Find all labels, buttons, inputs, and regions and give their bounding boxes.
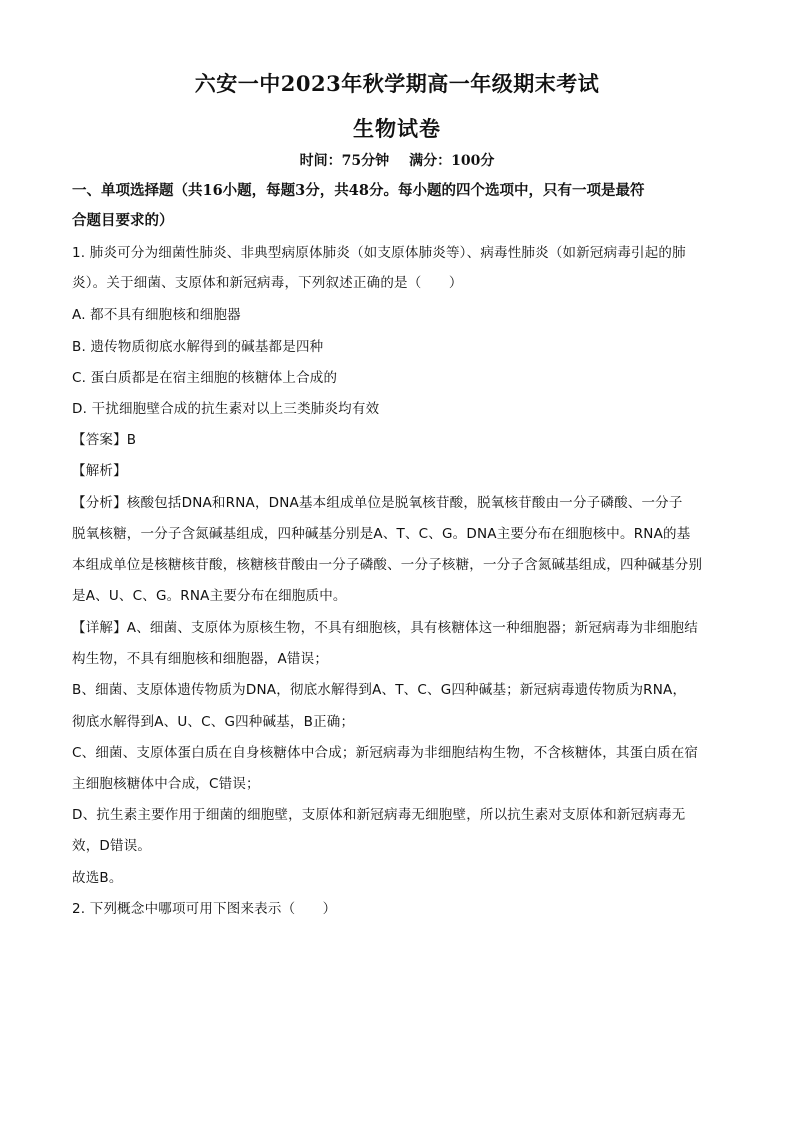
q1-detail-line6: 主细胞核糖体中合成，C错误； <box>72 776 260 792</box>
exam-subtitle: 生物试卷 <box>353 116 441 141</box>
q1-analysis-line2: 脱氧核糖，一分子含氮碱基组成，四种碱基分别是A、T、C、G。DNA主要分布在细胞核中。RNA的基 <box>72 526 691 542</box>
q1-stem-line1: 1. 肺炎可分为细菌性肺炎、非典型病原体肺炎（如支原体肺炎等）、病毒性肺炎（如新冠病毒引起的肺 <box>72 245 686 261</box>
q1-stem-line2: 炎）。关于细菌、支原体和新冠病毒，下列叙述正确的是（ ） <box>72 275 463 291</box>
q1-analysis-line1: 【分析】核酸包括DNA和RNA，DNA基本组成单位是脱氧核苷酸，脱氧核苷酸由一分子磷酸、一分子 <box>72 495 683 511</box>
q1-conclusion: 故选B。 <box>72 870 123 886</box>
q1-option-d: D. 干扰细胞壁合成的抗生素对以上三类肺炎均有效 <box>72 401 380 417</box>
section-heading-line2: 合题目要求的） <box>72 212 174 229</box>
q1-detail-line4: 彻底水解得到A、U、C、G四种碱基，B正确； <box>72 714 355 730</box>
q1-analysis-line4: 是A、U、C、G。RNA主要分布在细胞质中。 <box>72 588 347 604</box>
q1-analysis-tag: 【解析】 <box>72 463 127 479</box>
exam-meta <box>0 150 794 170</box>
exam-title: 六安一中2023年秋学期高一年级期末考试 <box>194 71 600 96</box>
q1-detail-line7: D、抗生素主要作用于细菌的细胞壁，支原体和新冠病毒无细胞壁，所以抗生素对支原体和新冠病毒无 <box>72 807 686 823</box>
q1-detail-line8: 效，D错误。 <box>72 838 152 854</box>
section-heading-line1: 一、单项选择题（共16小题，每题3分，共48分。每小题的四个选项中，只有一项是最符 <box>72 182 645 199</box>
q1-detail-line1: 【详解】A、细菌、支原体为原核生物，不具有细胞核，具有核糖体这一种细胞器；新冠病毒为非细胞结 <box>72 620 698 636</box>
exam-time: 时间：75分钟 <box>299 153 390 169</box>
q1-option-b: B. 遗传物质彻底水解得到的碱基都是四种 <box>72 339 324 355</box>
q1-answer: 【答案】B <box>72 432 137 448</box>
q1-option-a: A. 都不具有细胞核和细胞器 <box>72 307 241 323</box>
q2-stem: 2. 下列概念中哪项可用下图来表示（ ） <box>72 901 337 917</box>
q1-detail-line5: C、细菌、支原体蛋白质在自身核糖体中合成；新冠病毒为非细胞结构生物，不含核糖体，其蛋白质在宿 <box>72 745 699 761</box>
exam-score: 满分：100分 <box>409 153 495 169</box>
q1-analysis-line3: 本组成单位是核糖核苷酸，核糖核苷酸由一分子磷酸、一分子核糖，一分子含氮碱基组成，四种碱基分别 <box>72 557 703 573</box>
q1-option-c: C. 蛋白质都是在宿主细胞的核糖体上合成的 <box>72 370 338 386</box>
q1-detail-line3: B、细菌、支原体遗传物质为DNA，彻底水解得到A、T、C、G四种碱基；新冠病毒遗传物质为RNA， <box>72 682 687 698</box>
q1-detail-line2: 构生物，不具有细胞核和细胞器，A错误； <box>72 651 329 667</box>
